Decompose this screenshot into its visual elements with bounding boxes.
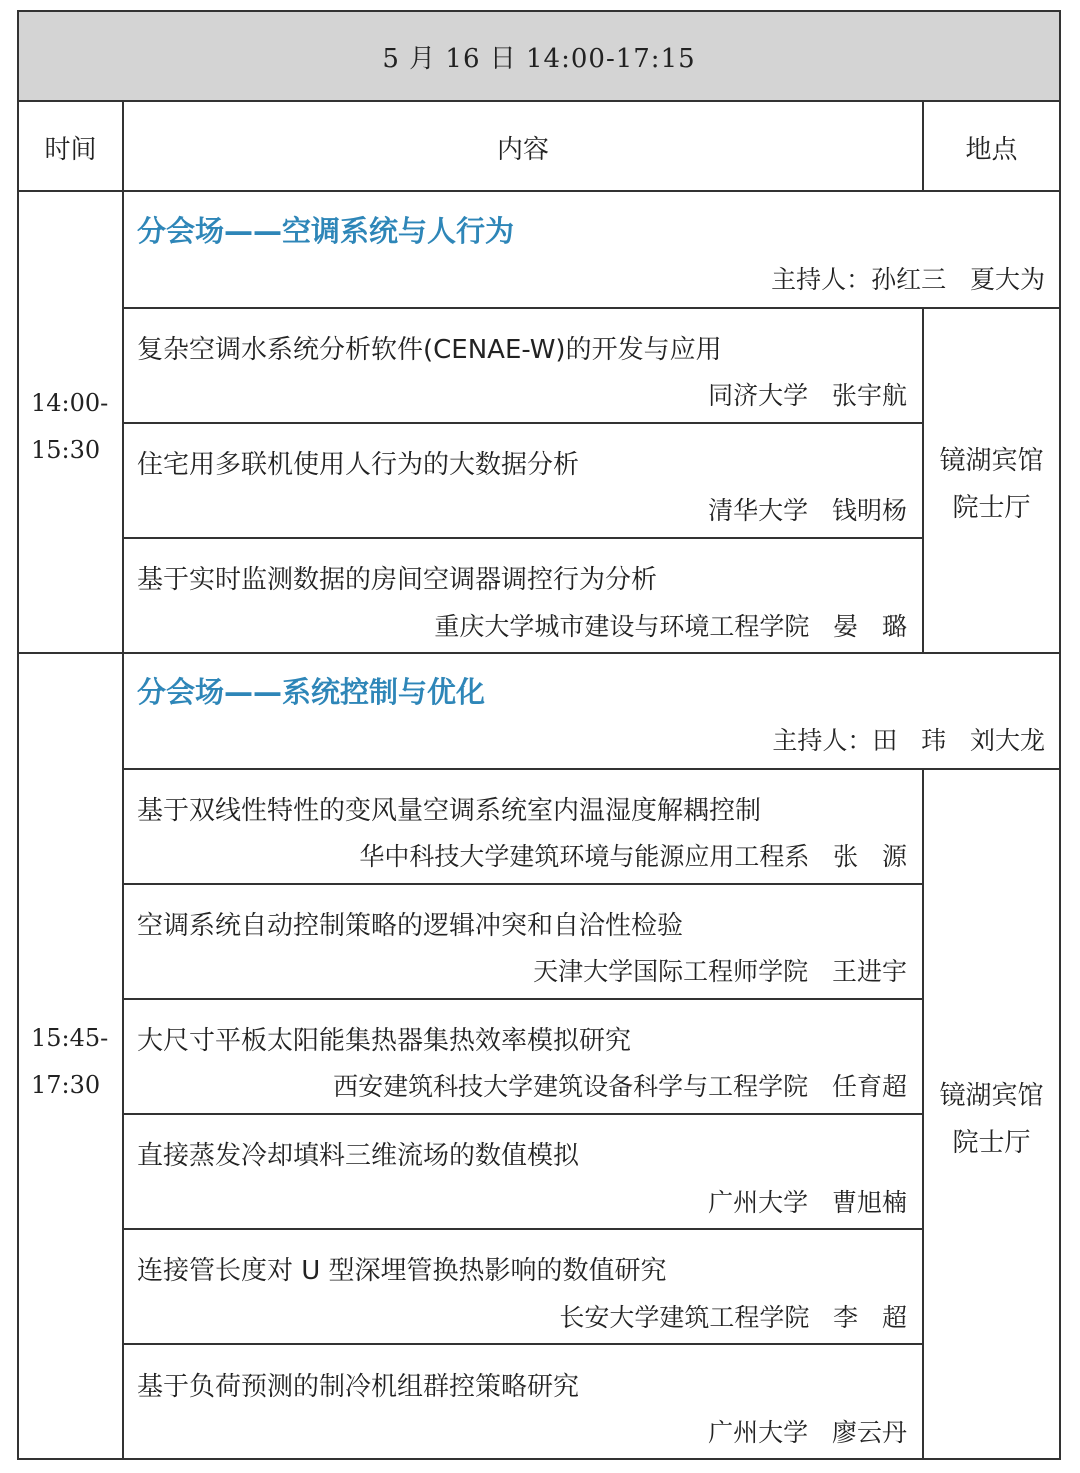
talk-title: 基于双线性特性的变风量空调系统室内温湿度解耦控制 xyxy=(137,796,762,826)
session-2-venue xyxy=(924,1073,1059,1167)
row-divider xyxy=(124,883,922,885)
time-end: 17:30 xyxy=(31,1071,101,1099)
talk-speaker: 华中科技大学建筑环境与能源应用工程系 张 源 xyxy=(359,842,907,871)
talk-title: 空调系统自动控制策略的逻辑冲突和自洽性检验 xyxy=(137,911,684,941)
talk-title: 大尺寸平板太阳能集热器集热效率模拟研究 xyxy=(137,1026,632,1056)
column-header-content: 内容 xyxy=(496,134,549,165)
time-start: 15:45- xyxy=(31,1024,109,1052)
session-1-time xyxy=(19,380,124,474)
schedule-table xyxy=(17,10,1061,1460)
time-end: 15:30 xyxy=(31,436,101,464)
time-start: 14:00- xyxy=(31,389,109,417)
row-divider xyxy=(124,537,922,539)
row-divider xyxy=(124,1228,922,1230)
talk-speaker: 广州大学 廖云丹 xyxy=(708,1418,907,1447)
talk-speaker: 广州大学 曹旭楠 xyxy=(708,1188,907,1217)
talk-speaker: 长安大学建筑工程学院 李 超 xyxy=(559,1303,907,1332)
venue-line-2: 院士厅 xyxy=(952,493,1031,523)
venue-line-1: 镜湖宾馆 xyxy=(939,1081,1044,1111)
session-1-title: 分会场——空调系统与人行为 xyxy=(137,214,515,248)
talk-title: 住宅用多联机使用人行为的大数据分析 xyxy=(137,450,580,480)
date-time-header: 5 月 16 日 14:00-17:15 xyxy=(19,12,1059,102)
row-divider xyxy=(124,998,922,1000)
talk-speaker: 清华大学 钱明杨 xyxy=(708,496,907,525)
talk-title: 复杂空调水系统分析软件(CENAE-W)的开发与应用 xyxy=(137,335,722,365)
divider-session-1-header xyxy=(124,307,1059,309)
session-2-time xyxy=(19,1015,124,1109)
talk-speaker: 同济大学 张宇航 xyxy=(708,381,907,410)
talk-speaker: 重庆大学城市建设与环境工程学院 晏 璐 xyxy=(434,612,907,641)
row-divider xyxy=(124,1113,922,1115)
column-header-venue: 地点 xyxy=(965,134,1018,165)
column-header-time: 时间 xyxy=(44,134,97,165)
divider-session-break xyxy=(19,652,1059,654)
divider-venue-header xyxy=(922,102,924,192)
divider-session-2-header xyxy=(124,768,1059,770)
talk-title: 连接管长度对 U 型深埋管换热影响的数值研究 xyxy=(137,1256,667,1286)
talk-speaker: 天津大学国际工程师学院 王进宇 xyxy=(533,957,907,986)
talk-title: 基于负荷预测的制冷机组群控策略研究 xyxy=(137,1372,580,1402)
talk-speaker: 西安建筑科技大学建筑设备科学与工程学院 任育超 xyxy=(333,1072,907,1101)
divider-header-row xyxy=(19,190,1059,192)
session-2-title: 分会场——系统控制与优化 xyxy=(137,675,486,709)
divider-time-column xyxy=(122,102,124,1458)
talk-title: 基于实时监测数据的房间空调器调控行为分析 xyxy=(137,565,658,595)
session-1-venue xyxy=(924,438,1059,532)
session-1-host: 主持人：孙红三 夏大为 xyxy=(771,265,1045,294)
venue-line-1: 镜湖宾馆 xyxy=(939,446,1044,476)
venue-line-2: 院士厅 xyxy=(952,1128,1031,1158)
row-divider xyxy=(124,422,922,424)
row-divider xyxy=(124,1343,922,1345)
talk-title: 直接蒸发冷却填料三维流场的数值模拟 xyxy=(137,1141,580,1171)
session-2-host: 主持人：田 玮 刘大龙 xyxy=(772,726,1045,755)
